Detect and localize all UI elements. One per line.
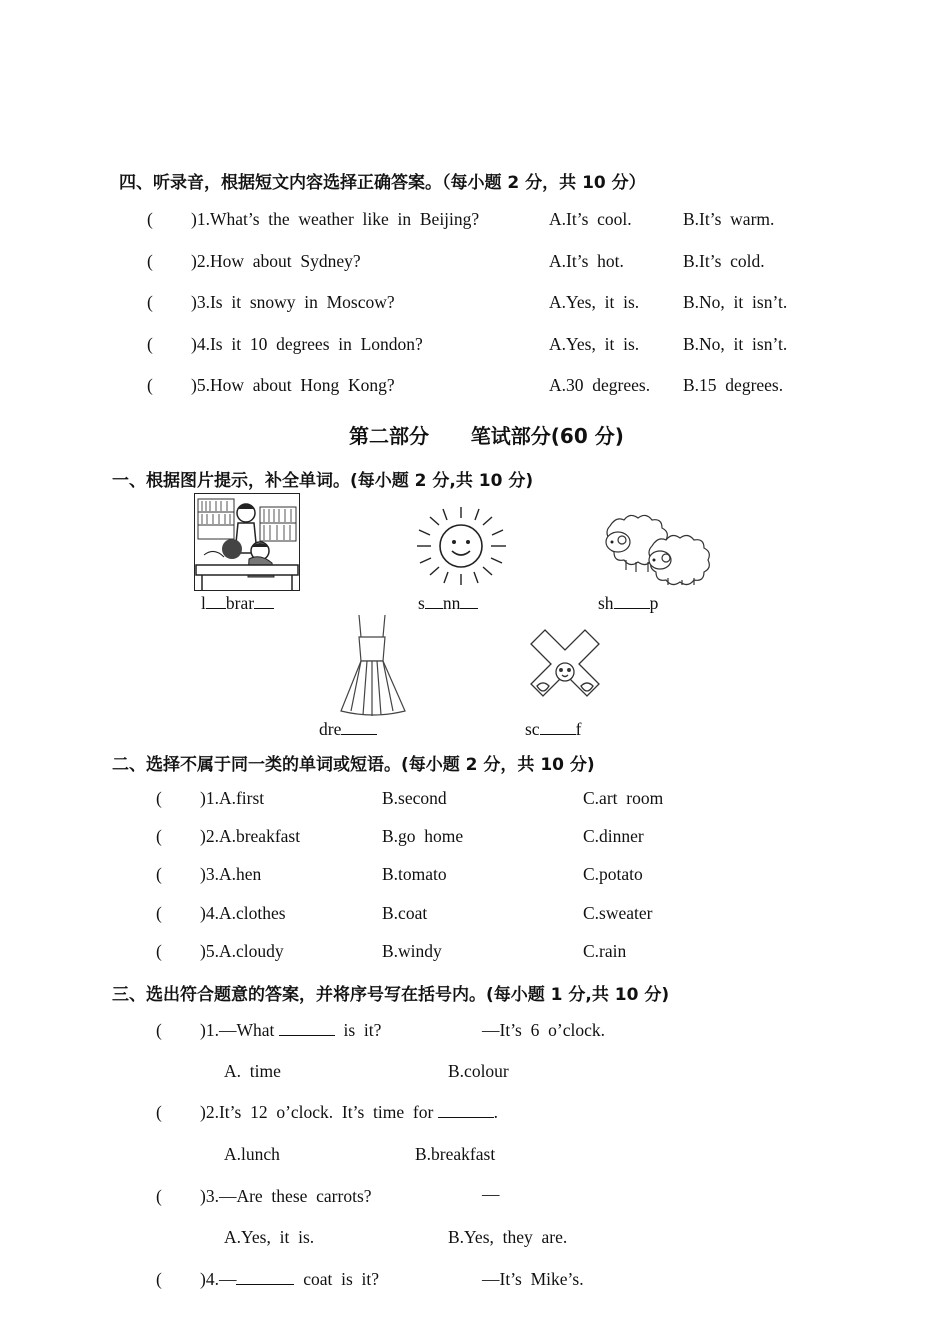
word-blank-library	[201, 593, 274, 614]
question-text: )2.It’s 12 o’clock. It’s time for	[200, 1102, 438, 1122]
option-c: C.dinner	[583, 826, 644, 846]
option-b: B.colour	[448, 1061, 509, 1081]
option-a: )5.A.cloudy	[200, 941, 284, 961]
option-a: )3.A.hen	[200, 864, 262, 884]
letter-blank[interactable]	[460, 594, 478, 609]
letter-blank[interactable]	[341, 720, 359, 735]
answer-paren[interactable]: (	[147, 292, 153, 312]
letter-blank[interactable]	[206, 594, 226, 609]
option-a: A.Yes, it is.	[549, 334, 640, 354]
response-text: —It’s 6 o’clock.	[482, 1020, 605, 1040]
option-c: C.rain	[583, 941, 627, 961]
question-text-end: is it?	[334, 1020, 382, 1040]
answer-paren[interactable]: (	[156, 1020, 162, 1040]
option-c: C.art room	[583, 788, 664, 808]
letter-blank[interactable]	[558, 720, 576, 735]
question-text: )4.—	[200, 1269, 237, 1289]
answer-paren[interactable]: (	[156, 1186, 162, 1206]
option-a: A.It’s cool.	[549, 209, 632, 229]
option-b: B.tomato	[382, 864, 447, 884]
option-a: )4.A.clothes	[200, 903, 286, 923]
sun-picture-icon	[414, 505, 510, 587]
question-text: )1.—What	[200, 1020, 279, 1040]
answer-paren[interactable]: (	[156, 1269, 162, 1289]
section2-heading: 二、选择不属于同一类的单词或短语。(每小题 2 分，共 10 分)	[112, 755, 595, 775]
word-blank-sheep	[598, 593, 658, 614]
answer-paren[interactable]: (	[156, 826, 162, 846]
scarf-picture-icon	[527, 626, 603, 702]
word-blank-scarf	[525, 719, 581, 740]
option-b: B.go home	[382, 826, 464, 846]
answer-paren[interactable]: (	[156, 1102, 162, 1122]
answer-paren[interactable]: (	[147, 375, 153, 395]
answer-paren[interactable]: (	[156, 941, 162, 961]
option-a: A. time	[224, 1061, 281, 1081]
option-a: )1.A.first	[200, 788, 265, 808]
word-suffix: p	[649, 593, 659, 613]
word-blank-sunny	[418, 593, 478, 614]
response-text: —It’s Mike’s.	[482, 1269, 584, 1289]
question-text: )1.What’s the weather like in Beijing?	[191, 209, 480, 229]
question-2	[200, 1102, 498, 1123]
option-a: )2.A.breakfast	[200, 826, 301, 846]
answer-blank[interactable]	[279, 1021, 335, 1036]
word-suffix: f	[575, 719, 582, 739]
option-a: A.30 degrees.	[549, 375, 651, 395]
option-b: B.second	[382, 788, 447, 808]
answer-blank[interactable]	[236, 1270, 294, 1285]
option-b: B.It’s cold.	[683, 251, 765, 271]
part-title: 第二部分 笔试部分(60 分)	[349, 424, 624, 448]
library-picture-icon	[194, 493, 300, 591]
answer-blank[interactable]	[438, 1103, 494, 1118]
letter-blank[interactable]	[425, 594, 443, 609]
response-text: —	[482, 1184, 500, 1204]
option-a: A.Yes, it is.	[549, 292, 640, 312]
question-4	[200, 1269, 379, 1290]
word-prefix: s	[418, 593, 425, 613]
answer-paren[interactable]: (	[156, 903, 162, 923]
question-text: )3.—Are these carrots?	[200, 1186, 372, 1206]
listening-heading: 四、听录音，根据短文内容选择正确答案。（每小题 2 分，共 10 分）	[119, 173, 646, 193]
answer-paren[interactable]: (	[147, 209, 153, 229]
letter-blank[interactable]	[254, 594, 274, 609]
answer-paren[interactable]: (	[156, 788, 162, 808]
question-1	[200, 1020, 381, 1041]
question-text: )4.Is it 10 degrees in London?	[191, 334, 423, 354]
word-prefix: sh	[598, 593, 614, 613]
answer-paren[interactable]: (	[147, 251, 153, 271]
word-prefix: sc	[525, 719, 540, 739]
question-text: )3.Is it snowy in Moscow?	[191, 292, 395, 312]
question-text-end: coat is it?	[294, 1269, 380, 1289]
option-b: B.coat	[382, 903, 428, 923]
word-middle: nn	[442, 593, 461, 613]
option-a: A.lunch	[224, 1144, 280, 1164]
option-b: B.15 degrees.	[683, 375, 784, 395]
option-b: B.Yes, they are.	[448, 1227, 568, 1247]
option-b: B.breakfast	[415, 1144, 496, 1164]
letter-blank[interactable]	[359, 720, 377, 735]
question-text: )5.How about Hong Kong?	[191, 375, 395, 395]
section1-heading: 一、根据图片提示，补全单词。(每小题 2 分,共 10 分)	[112, 471, 534, 491]
word-prefix: dre	[319, 719, 342, 739]
dress-picture-icon	[337, 613, 409, 717]
letter-blank[interactable]	[540, 720, 558, 735]
word-middle: brar	[225, 593, 255, 613]
option-c: C.sweater	[583, 903, 653, 923]
option-b: B.It’s warm.	[683, 209, 775, 229]
option-b: B.windy	[382, 941, 442, 961]
question-text: )2.How about Sydney?	[191, 251, 361, 271]
option-a: A.Yes, it is.	[224, 1227, 315, 1247]
question-text-end: .	[493, 1102, 499, 1122]
option-b: B.No, it isn’t.	[683, 334, 788, 354]
option-a: A.It’s hot.	[549, 251, 624, 271]
word-prefix: l	[201, 593, 206, 613]
answer-paren[interactable]: (	[147, 334, 153, 354]
section3-heading: 三、选出符合题意的答案，并将序号写在括号内。(每小题 1 分,共 10 分)	[112, 985, 670, 1005]
answer-paren[interactable]: (	[156, 864, 162, 884]
word-blank-dress	[319, 719, 377, 740]
letter-blank[interactable]	[614, 594, 632, 609]
option-b: B.No, it isn’t.	[683, 292, 788, 312]
option-c: C.potato	[583, 864, 643, 884]
letter-blank[interactable]	[632, 594, 650, 609]
sheep-picture-icon	[596, 512, 712, 586]
